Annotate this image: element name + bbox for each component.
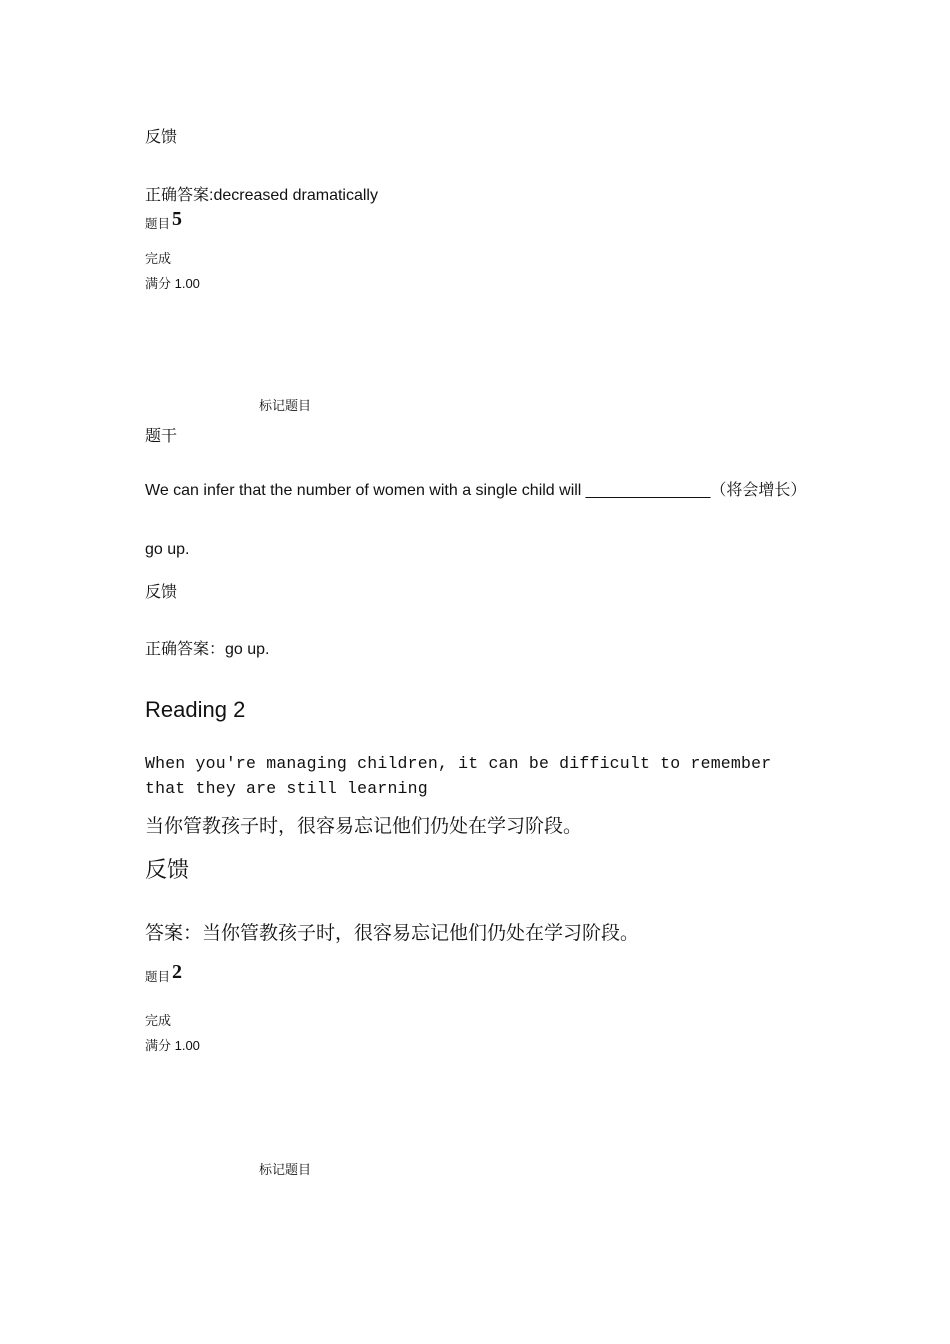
- feedback-answer: 答案：当你管教孩子时，很容易忘记他们仍处在学习阶段。: [145, 923, 640, 944]
- correct-answer: 正确答案：go up.: [145, 641, 270, 658]
- question-score: 满分 1.00: [145, 276, 200, 291]
- question-2-header: [145, 961, 183, 985]
- section-title: Reading 2: [145, 697, 246, 722]
- question-score: 满分 1.00: [145, 1038, 200, 1053]
- question-number: 5: [172, 208, 183, 230]
- question-prompt-en: We can infer that the number of women with a single child will ______________: [145, 482, 711, 499]
- question-stem-label: 题干: [145, 428, 178, 445]
- question-status: 完成: [145, 1013, 172, 1028]
- flag-question-link[interactable]: 标记题目: [259, 398, 312, 413]
- question-status: 完成: [145, 251, 172, 266]
- feedback-label: 反馈: [145, 129, 178, 146]
- reading-passage: When you're managing children, it can be difficult to remember that they are still learning: [145, 754, 772, 798]
- question-prompt: [145, 478, 810, 503]
- feedback-label: 反馈: [145, 857, 190, 882]
- question-label: 题目: [145, 217, 171, 231]
- answer-value: go up.: [145, 541, 190, 558]
- feedback-label: 反馈: [145, 584, 178, 601]
- correct-answer: 正确答案:decreased dramatically: [145, 187, 378, 204]
- passage-translation: 当你管教孩子时，很容易忘记他们仍处在学习阶段。: [145, 816, 583, 837]
- question-number: 2: [172, 961, 183, 983]
- question-label: 题目: [145, 970, 171, 984]
- flag-question-link[interactable]: 标记题目: [259, 1162, 312, 1177]
- question-prompt-cn: （将会增长）: [710, 480, 807, 499]
- question-5-header: [145, 208, 183, 232]
